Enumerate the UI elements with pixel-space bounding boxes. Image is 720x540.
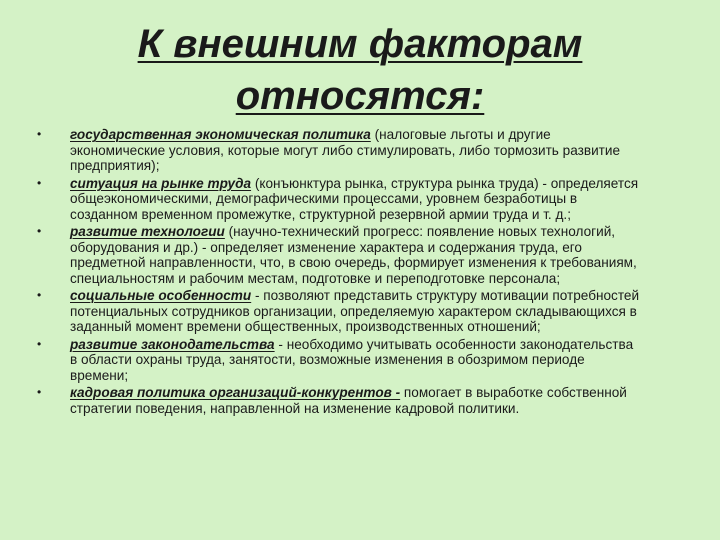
slide-title-line-1: К внешним факторам xyxy=(137,22,583,66)
bullet-icon: • xyxy=(37,224,42,238)
factor-description: - необходимо учитывать особенности законодательства в области охраны труда, занятости, возможные изменения в обозримом периоде времени; xyxy=(70,336,634,383)
bullet-icon: • xyxy=(37,385,42,399)
bullet-icon: • xyxy=(37,336,42,351)
list-item xyxy=(37,288,640,335)
factor-term: развитие технологии xyxy=(70,224,225,239)
slide-title xyxy=(60,18,660,122)
bullet-icon: • xyxy=(37,288,42,302)
factor-term: кадровая политика организаций-конкурентов - xyxy=(70,385,401,400)
list-item xyxy=(37,127,640,174)
slide-title-line-2: относятся: xyxy=(235,74,485,118)
bullet-icon: • xyxy=(37,175,42,190)
list-item xyxy=(37,224,640,286)
factor-description: (конъюнктура рынка, структура рынка труда) - определяется общеэкономическими, демографическими процессами, уровнем безработицы в созданном временном промежутке, структурной резервной армии труда и т. д.; xyxy=(70,175,639,222)
list-item xyxy=(37,175,640,223)
list-item xyxy=(37,385,640,416)
factor-description: (научно-технический прогресс: появление новых технологий, оборудования и др.) - определяет изменение характера и содержания труда, его предметной направленности, что, в свою очередь, формирует изменения к требованиям, специальностям и рабочим местам, подготовке и переподготовке персонала; xyxy=(70,224,637,286)
factor-description: помогает в выработке собственной стратегии поведения, направленной на изменение кадровой политики. xyxy=(70,385,627,416)
bullet-icon: • xyxy=(37,127,42,141)
factor-description: - позволяют представить структуру мотивации потребностей потенциальных сотрудников организации, определяемую характером складывающихся в заданный момент времени общественных, производственных отношений; xyxy=(70,288,640,334)
factor-term: государственная экономическая политика xyxy=(70,127,371,142)
factor-term: социальные особенности xyxy=(70,288,252,303)
factor-list xyxy=(37,127,640,418)
factor-description: (налоговые льготы и другие экономические условия, которые могут либо стимулировать, либо тормозить развитие предприятия); xyxy=(70,127,621,173)
factor-term: развитие законодательства xyxy=(70,336,275,352)
factor-term: ситуация на рынке труда xyxy=(70,175,252,191)
list-item xyxy=(37,336,640,384)
